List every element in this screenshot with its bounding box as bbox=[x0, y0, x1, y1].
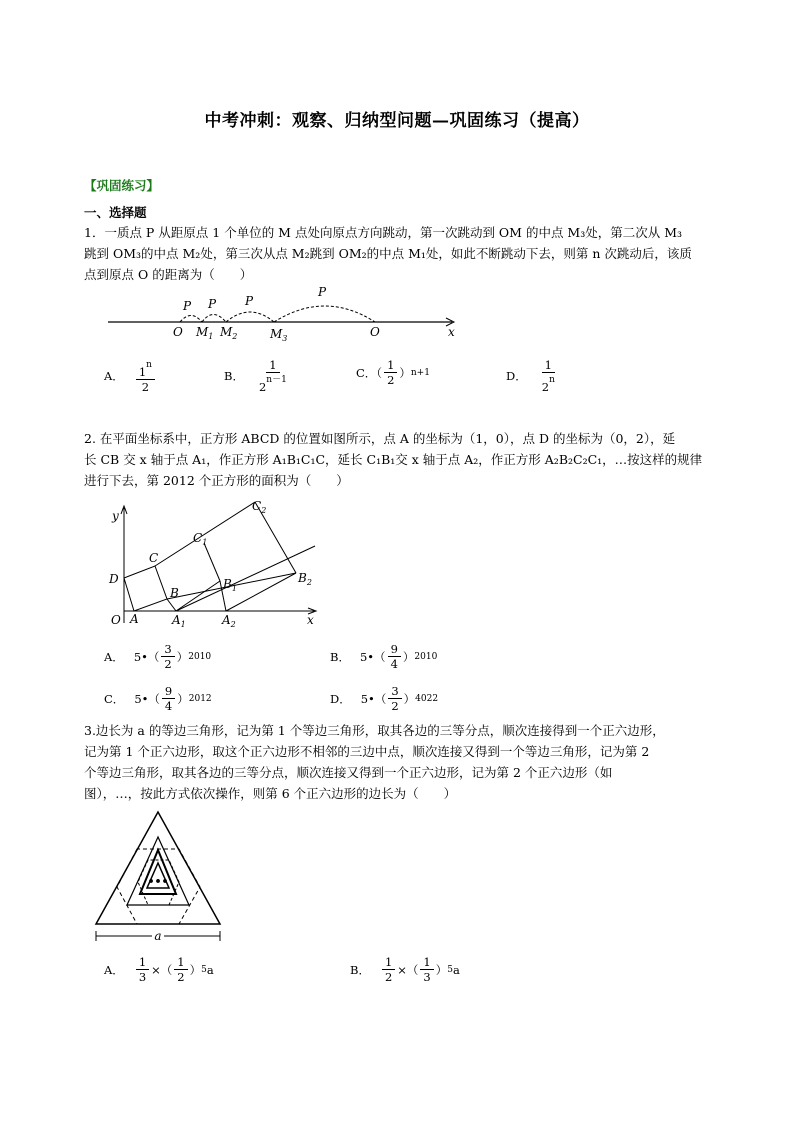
label-p: P bbox=[208, 297, 217, 311]
side-length-label: a bbox=[154, 929, 162, 943]
square-abcd bbox=[124, 566, 167, 611]
jump-arc bbox=[180, 316, 202, 323]
label-b: B bbox=[170, 586, 179, 600]
label-a: A bbox=[130, 612, 139, 626]
label-o: O bbox=[111, 613, 121, 627]
q3-line: 记为第 1 个正六边形，取这个正六边形不相邻的三边中点，顺次连接又得到一个等边三角形，记为第 2 bbox=[84, 744, 650, 759]
q1-number-line-figure bbox=[100, 285, 480, 345]
label-m1: $M_1$ bbox=[196, 325, 214, 341]
q3-triangle-figure bbox=[90, 806, 240, 946]
outer-triangle bbox=[96, 812, 220, 924]
label-m: O bbox=[370, 325, 380, 339]
label-p: P bbox=[183, 299, 192, 313]
label-a1: $A_1$ bbox=[172, 613, 186, 629]
q2-option-d[interactable]: D． 5•（ $\frac{3}{2}$ ） 4022 bbox=[330, 684, 439, 713]
q2-line: 2. 在平面坐标系中，正方形 ABCD 的位置如图所示，点 A 的坐标为（1，0），点 D 的坐标为（0，2），延 bbox=[84, 431, 676, 446]
q1-line: 点到原点 O 的距离为（ ） bbox=[84, 267, 253, 282]
label-p: P bbox=[318, 285, 327, 299]
q3-option-b[interactable]: B． $\frac{1}{2}$ ×（ $\frac{1}{3}$ ） 5 a bbox=[350, 955, 460, 984]
q2-line: 长 CB 交 x 轴于点 A₁，作正方形 A₁B₁C₁C，延长 C₁B₁交 x 轴于点 A₂，作正方形 A₂B₂C₂C₁，…按这样的规律 bbox=[84, 452, 703, 467]
label-c2: $C_2$ bbox=[252, 499, 267, 515]
label-b1: $B_1$ bbox=[223, 577, 237, 593]
label-c: C bbox=[149, 551, 159, 565]
q3-line: 3.边长为 a 的等边三角形，记为第 1 个等边三角形，取其各边的三等分点，顺次连接得到一个正六边形， bbox=[84, 723, 665, 738]
question-3-text bbox=[84, 720, 724, 804]
dots-label: ••• bbox=[147, 875, 169, 888]
jump-arc bbox=[226, 312, 274, 322]
label-p: P bbox=[245, 294, 254, 308]
label-d: D bbox=[109, 572, 119, 586]
q2-option-b[interactable]: B． 5•（ $\frac{9}{4}$ ） 2010 bbox=[330, 642, 438, 671]
q1-option-c[interactable]: C．（ $\frac{1}{2}$ ） n+1 bbox=[356, 358, 430, 387]
label-m3: $M_3$ bbox=[270, 327, 288, 343]
jump-arc bbox=[274, 306, 375, 322]
q1-line: 跳到 OM₃的中点 M₂处，第三次从点 M₂跳到 OM₂的中点 M₁处，如此不断跳动下去，则第 n 次跳动后，该质 bbox=[84, 246, 692, 261]
q1-option-b[interactable]: B． $\frac{1}{2^{n-1}}$ bbox=[224, 358, 287, 394]
label-x: x bbox=[448, 325, 455, 339]
page-title: 中考冲刺：观察、归纳型问题—巩固练习（提高） bbox=[204, 111, 590, 131]
label-c1: $C_1$ bbox=[193, 531, 208, 547]
label-y: y bbox=[112, 509, 119, 523]
label-m2: $M_2$ bbox=[220, 325, 238, 341]
label-a2: $A_2$ bbox=[222, 613, 236, 629]
q2-square-figure bbox=[100, 498, 330, 633]
q2-line: 进行下去，第 2012 个正方形的面积为（ ） bbox=[84, 473, 349, 488]
question-2-text bbox=[84, 428, 724, 491]
label-x: x bbox=[307, 613, 314, 627]
section-header: 【巩固练习】 bbox=[84, 178, 160, 193]
q1-option-d[interactable]: D． $\frac{1}{2^n}$ bbox=[506, 358, 555, 394]
q1-line: 1．一质点 P 从距原点 1 个单位的 M 点处向原点方向跳动，第一次跳动到 OM 的中点 M₃处，第二次从 M₃ bbox=[84, 225, 683, 240]
q3-line: 个等边三角形，取其各边的三等分点，顺次连接又得到一个正六边形，记为第 2 个正六边形（如 bbox=[84, 765, 613, 780]
q1-option-a[interactable]: A． $\frac{1^n}{2}$ bbox=[104, 358, 157, 394]
label-o: O bbox=[173, 325, 183, 339]
question-1-text bbox=[84, 222, 724, 285]
q2-option-c[interactable]: C． 5•（ $\frac{9}{4}$ ） 2012 bbox=[104, 684, 212, 713]
subsection-title: 一、选择题 bbox=[84, 205, 147, 220]
q2-option-a[interactable]: A． 5•（ $\frac{3}{2}$ ） 2010 bbox=[104, 642, 212, 671]
jump-arc bbox=[202, 315, 226, 323]
q3-option-a[interactable]: A． $\frac{1}{3}$ ×（ $\frac{1}{2}$ ） 5 a bbox=[104, 955, 214, 984]
label-b2: $B_2$ bbox=[298, 571, 312, 587]
q3-line: 图），…，按此方式依次操作，则第 6 个正六边形的边长为（ ） bbox=[84, 786, 457, 801]
